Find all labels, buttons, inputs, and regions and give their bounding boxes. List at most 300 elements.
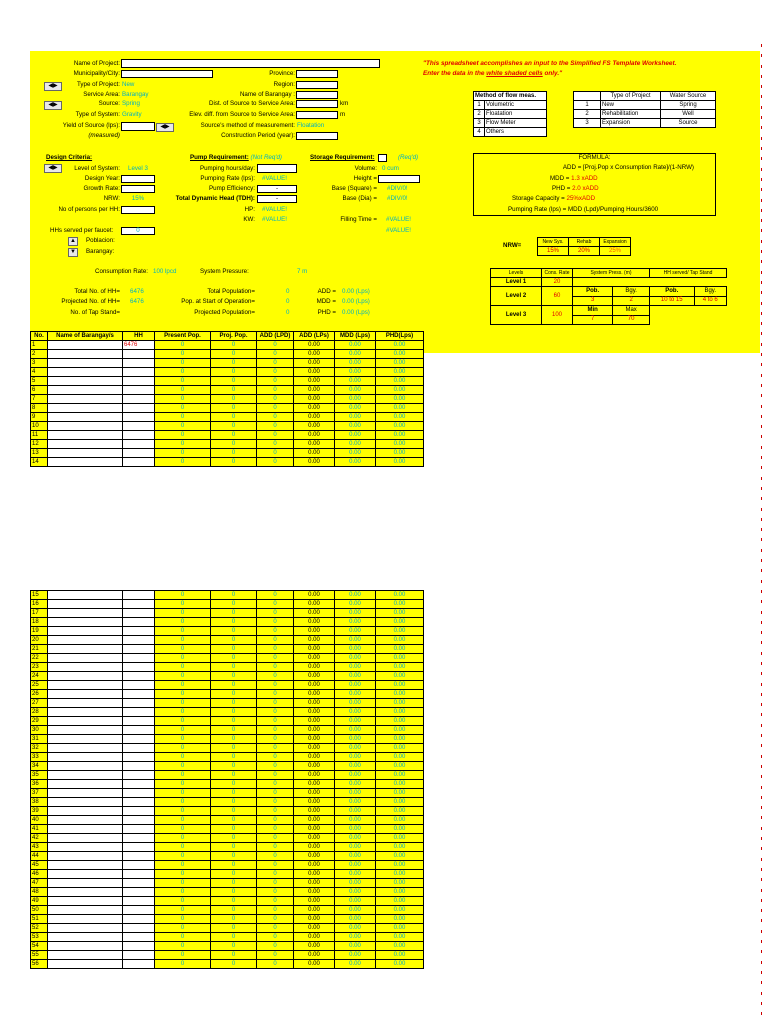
hh-cell[interactable] bbox=[123, 753, 155, 762]
barangay-name-cell[interactable] bbox=[48, 359, 123, 368]
pump-note: (Not Req'd) bbox=[250, 154, 282, 161]
hh-cell[interactable] bbox=[123, 870, 155, 879]
edge-tick bbox=[761, 466, 762, 469]
hh-cell[interactable] bbox=[123, 897, 155, 906]
barangay-name-cell[interactable] bbox=[48, 735, 123, 744]
barangay-name-cell[interactable] bbox=[48, 771, 123, 780]
label-hh-per-faucet: HHs served per faucet: bbox=[50, 227, 114, 234]
source-spinner[interactable]: ◀▶ bbox=[44, 101, 62, 110]
nrw-value-cell: 25% bbox=[600, 247, 631, 256]
mdd-cell: 0.00 bbox=[335, 422, 376, 431]
present-pop-cell: 0 bbox=[155, 636, 211, 645]
formula-phd-value: 2.0 xADD bbox=[572, 185, 599, 192]
mdd-cell: 0.00 bbox=[335, 404, 376, 413]
barangay-name-cell[interactable] bbox=[48, 915, 123, 924]
barangay-name-cell[interactable] bbox=[48, 341, 123, 350]
barangay-name-cell[interactable] bbox=[48, 609, 123, 618]
table-row bbox=[31, 422, 424, 431]
hh-cell[interactable] bbox=[123, 645, 155, 654]
notice-line-2c: only." bbox=[542, 70, 563, 77]
add-lps-cell: 0.00 bbox=[294, 888, 335, 897]
present-pop-cell: 0 bbox=[155, 726, 211, 735]
label-tdh: Total Dynamic Head (TDH): bbox=[175, 195, 255, 202]
barangay-name-cell[interactable] bbox=[48, 458, 123, 467]
row-number: 24 bbox=[31, 672, 48, 681]
row-number: 3 bbox=[31, 359, 48, 368]
method-name: Others bbox=[485, 128, 547, 137]
add-lpd-cell: 0 bbox=[257, 771, 294, 780]
barangay-name-cell[interactable] bbox=[48, 897, 123, 906]
barangay-name-cell[interactable] bbox=[48, 440, 123, 449]
edge-tick bbox=[761, 621, 762, 624]
hh-cell[interactable] bbox=[123, 591, 155, 600]
phd-cell: 0.00 bbox=[376, 413, 424, 422]
level-sub: Bgy. bbox=[694, 287, 727, 297]
hh-cell[interactable] bbox=[123, 879, 155, 888]
barangay-name-cell[interactable] bbox=[48, 368, 123, 377]
row-number: 17 bbox=[31, 609, 48, 618]
mdd-cell: 0.00 bbox=[335, 843, 376, 852]
barangay-name-cell[interactable] bbox=[48, 404, 123, 413]
add-lpd-cell: 0 bbox=[257, 645, 294, 654]
km-unit: km bbox=[340, 100, 349, 107]
barangay-name-cell[interactable] bbox=[48, 636, 123, 645]
tdh-cell[interactable] bbox=[257, 195, 297, 203]
label-consumption-rate: Consumption Rate: bbox=[95, 268, 148, 275]
present-pop-cell: 0 bbox=[155, 458, 211, 467]
hh-cell[interactable] bbox=[123, 816, 155, 825]
edge-tick bbox=[761, 693, 762, 696]
poblacion-spinner[interactable]: ▲ bbox=[68, 237, 78, 246]
type-spinner[interactable]: ◀▶ bbox=[44, 82, 62, 91]
phd-cell: 0.00 bbox=[376, 663, 424, 672]
barangay-name-cell[interactable] bbox=[48, 422, 123, 431]
edge-tick bbox=[761, 538, 762, 541]
barangay-name-cell[interactable] bbox=[48, 350, 123, 359]
barangay-name-cell[interactable] bbox=[48, 942, 123, 951]
barangay-name-cell[interactable] bbox=[48, 843, 123, 852]
edge-tick bbox=[761, 281, 762, 284]
province-input[interactable] bbox=[296, 70, 338, 78]
hh-cell[interactable] bbox=[123, 735, 155, 744]
hh-cell[interactable] bbox=[123, 699, 155, 708]
base-square-value: #DIV/0! bbox=[387, 185, 408, 192]
row-number: 9 bbox=[31, 413, 48, 422]
barangay-name-cell[interactable] bbox=[48, 395, 123, 404]
present-pop-cell: 0 bbox=[155, 951, 211, 960]
proj-pop-cell: 0 bbox=[211, 942, 257, 951]
hh-cell[interactable] bbox=[123, 888, 155, 897]
present-pop-cell: 0 bbox=[155, 672, 211, 681]
hh-cell[interactable] bbox=[123, 350, 155, 359]
type-name: Expansion bbox=[601, 119, 661, 128]
present-pop-cell: 0 bbox=[155, 600, 211, 609]
label-type-of-system: Type of System: bbox=[75, 111, 120, 118]
row-number: 34 bbox=[31, 762, 48, 771]
phd-cell: 0.00 bbox=[376, 789, 424, 798]
phd-cell: 0.00 bbox=[376, 753, 424, 762]
hh-cell[interactable] bbox=[123, 609, 155, 618]
present-pop-cell: 0 bbox=[155, 404, 211, 413]
edge-tick bbox=[761, 271, 762, 274]
hh-cell[interactable]: 6476 bbox=[123, 341, 155, 350]
add-lpd-cell: 0 bbox=[257, 753, 294, 762]
nrw-table-label: NRW= bbox=[503, 242, 522, 249]
table-row bbox=[31, 816, 424, 825]
barangay-spinner[interactable]: ▼ bbox=[68, 248, 78, 257]
present-pop-cell: 0 bbox=[155, 627, 211, 636]
barangay-name-cell[interactable] bbox=[48, 645, 123, 654]
hh-cell[interactable] bbox=[123, 843, 155, 852]
design-year-input[interactable] bbox=[121, 175, 155, 183]
barangay-name-cell[interactable] bbox=[48, 600, 123, 609]
hh-cell[interactable] bbox=[123, 600, 155, 609]
barangay-name-cell[interactable] bbox=[48, 377, 123, 386]
barangay-name-cell[interactable] bbox=[48, 618, 123, 627]
mdd-cell: 0.00 bbox=[335, 960, 376, 969]
proj-pop-cell: 0 bbox=[211, 627, 257, 636]
barangay-name-input[interactable] bbox=[296, 91, 338, 99]
edge-tick bbox=[761, 806, 762, 809]
proj-pop-cell: 0 bbox=[211, 431, 257, 440]
proj-pop-cell: 0 bbox=[211, 753, 257, 762]
present-pop-cell: 0 bbox=[155, 359, 211, 368]
barangay-name-cell[interactable] bbox=[48, 386, 123, 395]
hh-cell[interactable] bbox=[123, 780, 155, 789]
barangay-name-cell[interactable] bbox=[48, 834, 123, 843]
hh-cell[interactable] bbox=[123, 359, 155, 368]
row-number: 22 bbox=[31, 654, 48, 663]
row-number: 55 bbox=[31, 951, 48, 960]
levels-header: Levels bbox=[491, 269, 542, 278]
add-lpd-cell: 0 bbox=[257, 717, 294, 726]
mdd-cell: 0.00 bbox=[335, 708, 376, 717]
label-filling-time: Filling Time = bbox=[340, 216, 377, 223]
nrw-table bbox=[537, 237, 631, 256]
edge-tick bbox=[761, 240, 762, 243]
edge-tick bbox=[761, 106, 762, 109]
edge-tick bbox=[761, 683, 762, 686]
add-lpd-cell: 0 bbox=[257, 431, 294, 440]
phd-cell: 0.00 bbox=[376, 744, 424, 753]
phd-cell: 0.00 bbox=[376, 449, 424, 458]
hh-cell[interactable] bbox=[123, 636, 155, 645]
mdd-cell: 0.00 bbox=[335, 341, 376, 350]
table-row bbox=[31, 645, 424, 654]
table-row bbox=[31, 951, 424, 960]
hh-cell[interactable] bbox=[123, 690, 155, 699]
edge-tick bbox=[761, 44, 762, 47]
hh-cell[interactable] bbox=[123, 663, 155, 672]
barangay-name-cell[interactable] bbox=[48, 681, 123, 690]
barangay-name-cell[interactable] bbox=[48, 591, 123, 600]
mdd-cell: 0.00 bbox=[335, 798, 376, 807]
hh-cell[interactable] bbox=[123, 789, 155, 798]
add-lps-cell: 0.00 bbox=[294, 744, 335, 753]
add-lps-cell: 0.00 bbox=[294, 933, 335, 942]
present-pop-cell: 0 bbox=[155, 870, 211, 879]
mdd-cell: 0.00 bbox=[335, 350, 376, 359]
pumping-hours-input[interactable] bbox=[257, 164, 297, 173]
level-sub: Pob. bbox=[650, 287, 695, 297]
formula-storage bbox=[512, 195, 595, 203]
proj-pop-cell: 0 bbox=[211, 699, 257, 708]
present-pop-cell: 0 bbox=[155, 888, 211, 897]
barangay-name-cell[interactable] bbox=[48, 789, 123, 798]
barangay-name-cell[interactable] bbox=[48, 690, 123, 699]
edge-tick bbox=[761, 229, 762, 232]
barangay-name-cell[interactable] bbox=[48, 762, 123, 771]
hh-cell[interactable] bbox=[123, 906, 155, 915]
edge-tick bbox=[761, 878, 762, 881]
barangay-name-cell[interactable] bbox=[48, 825, 123, 834]
barangay-name-cell[interactable] bbox=[48, 807, 123, 816]
barangay-name-cell[interactable] bbox=[48, 699, 123, 708]
hh-cell[interactable] bbox=[123, 726, 155, 735]
formula-title: FORMULA: bbox=[578, 154, 611, 161]
hh-cell[interactable] bbox=[123, 654, 155, 663]
mdd-cell: 0.00 bbox=[335, 591, 376, 600]
row-number: 31 bbox=[31, 735, 48, 744]
barangay-name-cell[interactable] bbox=[48, 672, 123, 681]
level-sub: Bgy. bbox=[613, 287, 650, 297]
hh-cell[interactable] bbox=[123, 395, 155, 404]
proj-pop-cell: 0 bbox=[211, 762, 257, 771]
hh-cell[interactable] bbox=[123, 852, 155, 861]
barangay-name-cell[interactable] bbox=[48, 663, 123, 672]
row-number: 37 bbox=[31, 789, 48, 798]
barangay-name-cell[interactable] bbox=[48, 924, 123, 933]
edge-tick bbox=[761, 435, 762, 438]
mdd-cell: 0.00 bbox=[335, 933, 376, 942]
phd-cell: 0.00 bbox=[376, 422, 424, 431]
barangay-name-cell[interactable] bbox=[48, 906, 123, 915]
label-poblacion: Poblacion: bbox=[86, 237, 115, 244]
barangay-name-cell[interactable] bbox=[48, 879, 123, 888]
row-number: 50 bbox=[31, 906, 48, 915]
notice-line-2a: Enter the data in the bbox=[423, 70, 487, 77]
type-table-blank bbox=[574, 92, 601, 101]
barangay-name-cell[interactable] bbox=[48, 753, 123, 762]
add-lpd-cell: 0 bbox=[257, 861, 294, 870]
add-lpd-cell: 0 bbox=[257, 834, 294, 843]
hh-cell[interactable] bbox=[123, 807, 155, 816]
barangay-name-cell[interactable] bbox=[48, 852, 123, 861]
hh-cell[interactable] bbox=[123, 717, 155, 726]
present-pop-cell: 0 bbox=[155, 690, 211, 699]
proj-pop-cell: 0 bbox=[211, 591, 257, 600]
storage-checkbox[interactable] bbox=[378, 154, 387, 162]
mdd-cell: 0.00 bbox=[335, 771, 376, 780]
add-lps-cell: 0.00 bbox=[294, 600, 335, 609]
present-pop-cell: 0 bbox=[155, 789, 211, 798]
row-number: 10 bbox=[31, 422, 48, 431]
label-construction: Construction Period (year): bbox=[221, 132, 295, 139]
add-lpd-cell: 0 bbox=[257, 924, 294, 933]
persons-per-hh-input[interactable] bbox=[121, 206, 155, 214]
tdh-value: - bbox=[275, 195, 279, 202]
row-number: 35 bbox=[31, 771, 48, 780]
hh-cell[interactable] bbox=[123, 915, 155, 924]
barangay-name-cell[interactable] bbox=[48, 780, 123, 789]
add-lps-cell: 0.00 bbox=[294, 843, 335, 852]
hh-cell[interactable] bbox=[123, 825, 155, 834]
edge-tick bbox=[761, 219, 762, 222]
mdd-cell: 0.00 bbox=[335, 681, 376, 690]
row-number: 41 bbox=[31, 825, 48, 834]
hh-cell[interactable] bbox=[123, 960, 155, 969]
hh-cell[interactable] bbox=[123, 771, 155, 780]
barangay-name-cell[interactable] bbox=[48, 861, 123, 870]
proj-pop-cell: 0 bbox=[211, 422, 257, 431]
edge-tick bbox=[761, 54, 762, 57]
edge-tick bbox=[761, 889, 762, 892]
barangay-name-cell[interactable] bbox=[48, 654, 123, 663]
table-row bbox=[31, 852, 424, 861]
project-name-input[interactable] bbox=[121, 59, 380, 68]
proj-pop-cell: 0 bbox=[211, 458, 257, 467]
level-val: 10 to 15 bbox=[650, 296, 695, 306]
hh-cell[interactable] bbox=[123, 627, 155, 636]
edge-tick bbox=[761, 858, 762, 861]
row-number: 54 bbox=[31, 942, 48, 951]
barangay-name-cell[interactable] bbox=[48, 627, 123, 636]
add-lpd-cell: 0 bbox=[257, 627, 294, 636]
phd-cell: 0.00 bbox=[376, 609, 424, 618]
nrw-value-cell: 15% bbox=[538, 247, 569, 256]
hh-cell[interactable] bbox=[123, 404, 155, 413]
phd-cell: 0.00 bbox=[376, 395, 424, 404]
barangay-name-cell[interactable] bbox=[48, 933, 123, 942]
region-input[interactable] bbox=[296, 81, 338, 89]
hh-cell[interactable] bbox=[123, 368, 155, 377]
hh-cell[interactable] bbox=[123, 942, 155, 951]
add-lps-cell: 0.00 bbox=[294, 780, 335, 789]
label-pump-efficiency: Pump Efficiency: bbox=[209, 185, 255, 192]
add-lps-cell: 0.00 bbox=[294, 395, 335, 404]
present-pop-cell: 0 bbox=[155, 771, 211, 780]
system-pressure-value: 7 m bbox=[297, 268, 308, 275]
hh-cell[interactable] bbox=[123, 413, 155, 422]
hh-cell[interactable] bbox=[123, 422, 155, 431]
row-number: 30 bbox=[31, 726, 48, 735]
label-name-of-barangay: Name of Barangay : bbox=[239, 91, 295, 98]
method-num: 2 bbox=[474, 110, 485, 119]
edge-tick bbox=[761, 384, 762, 387]
barangay-name-cell[interactable] bbox=[48, 816, 123, 825]
present-pop-cell: 0 bbox=[155, 780, 211, 789]
barangay-name-cell[interactable] bbox=[48, 798, 123, 807]
label-volume: Volume: bbox=[354, 165, 377, 172]
hh-cell[interactable] bbox=[123, 431, 155, 440]
hh-cell[interactable] bbox=[123, 951, 155, 960]
phd-cell: 0.00 bbox=[376, 852, 424, 861]
col-header-barangay: Name of Barangay/s bbox=[48, 332, 123, 341]
method-num: 1 bbox=[474, 101, 485, 110]
row-number: 38 bbox=[31, 798, 48, 807]
present-pop-cell: 0 bbox=[155, 440, 211, 449]
elevation-input[interactable] bbox=[296, 111, 338, 119]
hh-cell[interactable] bbox=[123, 449, 155, 458]
barangay-name-cell[interactable] bbox=[48, 744, 123, 753]
faucet-value-cell[interactable] bbox=[121, 227, 155, 235]
yield-input[interactable] bbox=[121, 122, 155, 131]
hh-cell[interactable] bbox=[123, 933, 155, 942]
hh-cell[interactable] bbox=[123, 708, 155, 717]
pump-efficiency-cell[interactable] bbox=[257, 185, 297, 193]
add-lpd-cell: 0 bbox=[257, 654, 294, 663]
barangay-name-cell[interactable] bbox=[48, 870, 123, 879]
table-row bbox=[31, 924, 424, 933]
hh-cell[interactable] bbox=[123, 386, 155, 395]
barangay-name-cell[interactable] bbox=[48, 951, 123, 960]
mdd-cell: 0.00 bbox=[335, 440, 376, 449]
edge-tick bbox=[761, 940, 762, 943]
hh-cell[interactable] bbox=[123, 458, 155, 467]
mdd-cell: 0.00 bbox=[335, 726, 376, 735]
barangay-name-cell[interactable] bbox=[48, 431, 123, 440]
hh-cell[interactable] bbox=[123, 681, 155, 690]
add-lps-cell: 0.00 bbox=[294, 807, 335, 816]
barangay-name-cell[interactable] bbox=[48, 960, 123, 969]
table-row bbox=[31, 386, 424, 395]
add-lpd-cell: 0 bbox=[257, 413, 294, 422]
level-spinner[interactable]: ◀▶ bbox=[44, 164, 62, 173]
construction-input[interactable] bbox=[296, 132, 338, 140]
hh-cell[interactable] bbox=[123, 744, 155, 753]
edge-tick bbox=[761, 528, 762, 531]
yield-spinner[interactable]: ◀▶ bbox=[156, 123, 174, 132]
proj-pop-cell: 0 bbox=[211, 960, 257, 969]
row-number: 42 bbox=[31, 834, 48, 843]
edge-tick bbox=[761, 178, 762, 181]
row-number: 21 bbox=[31, 645, 48, 654]
hh-cell[interactable] bbox=[123, 377, 155, 386]
height-input[interactable] bbox=[378, 175, 420, 183]
barangay-name-cell[interactable] bbox=[48, 449, 123, 458]
edge-tick bbox=[761, 363, 762, 366]
edge-tick bbox=[761, 188, 762, 191]
hh-cell[interactable] bbox=[123, 672, 155, 681]
barangay-name-cell[interactable] bbox=[48, 413, 123, 422]
barangay-name-cell[interactable] bbox=[48, 717, 123, 726]
hh-cell[interactable] bbox=[123, 834, 155, 843]
barangay-name-cell[interactable] bbox=[48, 726, 123, 735]
add-lps-cell: 0.00 bbox=[294, 924, 335, 933]
barangay-name-cell[interactable] bbox=[48, 888, 123, 897]
levels-header: Cons. Rate bbox=[542, 269, 573, 278]
hh-cell[interactable] bbox=[123, 861, 155, 870]
hh-cell[interactable] bbox=[123, 440, 155, 449]
add-lpd-cell: 0 bbox=[257, 440, 294, 449]
hh-cell[interactable] bbox=[123, 618, 155, 627]
growth-rate-input[interactable] bbox=[121, 185, 155, 193]
barangay-name-cell[interactable] bbox=[48, 708, 123, 717]
distance-input[interactable] bbox=[296, 100, 338, 108]
edge-tick bbox=[761, 847, 762, 850]
source-name: Source bbox=[660, 119, 715, 128]
row-number: 7 bbox=[31, 395, 48, 404]
present-pop-cell: 0 bbox=[155, 861, 211, 870]
present-pop-cell: 0 bbox=[155, 915, 211, 924]
proj-pop-cell: 0 bbox=[211, 897, 257, 906]
col-header-mdd: MDD (Lps) bbox=[335, 332, 376, 341]
hh-cell[interactable] bbox=[123, 798, 155, 807]
hh-cell[interactable] bbox=[123, 924, 155, 933]
hh-cell[interactable] bbox=[123, 762, 155, 771]
edge-tick bbox=[761, 518, 762, 521]
mdd-cell: 0.00 bbox=[335, 879, 376, 888]
